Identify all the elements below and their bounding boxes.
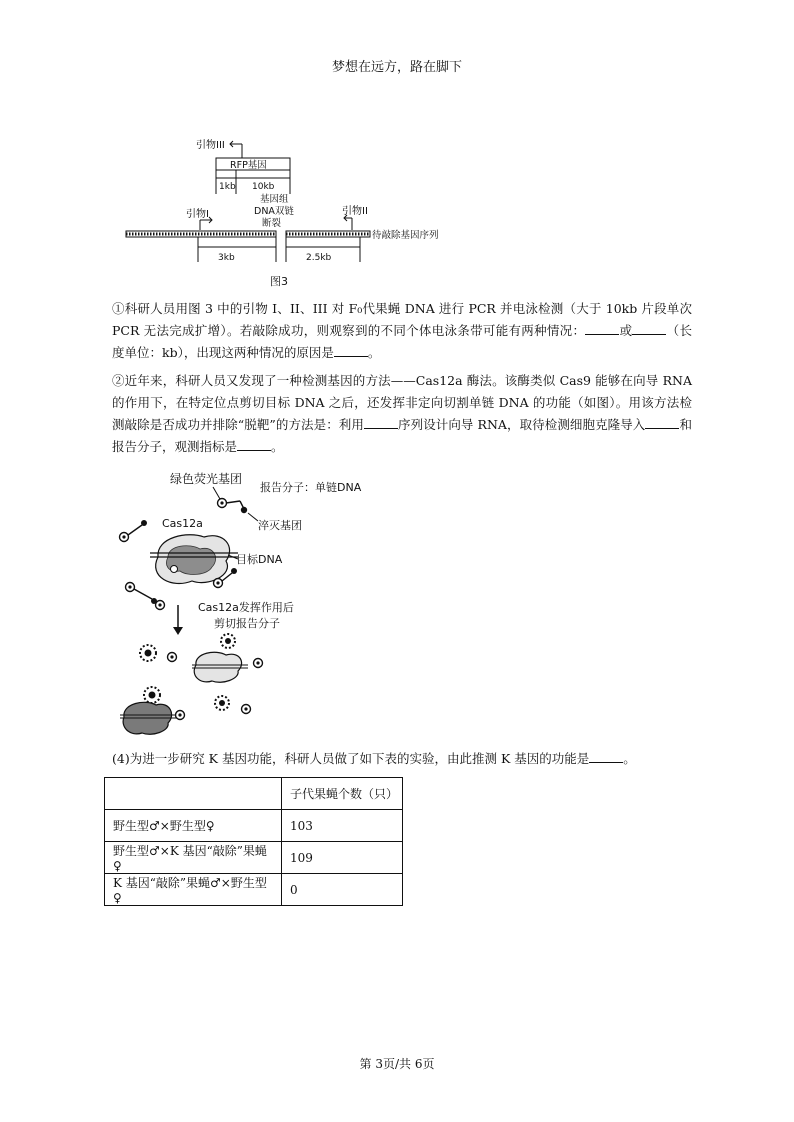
- answer-blank[interactable]: [334, 344, 368, 357]
- answer-blank[interactable]: [645, 416, 679, 429]
- target-sequence-label: 待敲除基因序列: [372, 230, 439, 241]
- green-fluorescent-label: 绿色荧光基团: [170, 472, 243, 486]
- cleaved-quencher: [254, 659, 263, 668]
- question-paragraph-2: ②近年来，科研人员又发现了一种检测基因的方法——Cas12a 酶法。该酶类似 Cas9 能够在向导 RNA 的作用下，在特定位点剪切目标 DNA 之后，还发挥非定向切割单链 DNA 的功能（如图）。用该方法检测敲除是否成功并排除“脱靶”的方法是：利用 序列设计向导 RNA，取待检测细胞克隆导入 和报告分子，观测指标是 。: [112, 373, 692, 454]
- reporter-molecule: [120, 520, 148, 542]
- break-label-1: 基因组: [260, 194, 289, 205]
- question-paragraph-4: (4)为进一步研究 K 基因功能，科研人员做了如下表的实验，由此推测 K 基因的功能是 。: [112, 751, 636, 766]
- reporter-molecule: [126, 583, 158, 605]
- len-3kb: 3kb: [218, 253, 235, 263]
- cas12a-complex: [120, 702, 178, 734]
- rfp-gene-label: RFP基因: [230, 160, 267, 171]
- len-2-5kb: 2.5kb: [306, 253, 332, 263]
- table-cell: 野生型♂×K 基因“敲除”果蝇♀: [105, 842, 282, 874]
- answer-blank[interactable]: [237, 438, 271, 451]
- cleaved-quencher: [242, 705, 251, 714]
- cleaved-fluorophore: [140, 645, 156, 661]
- table-header-cell: [105, 778, 282, 810]
- table-cell: K 基因“敲除”果蝇♂×野生型♀: [105, 874, 282, 906]
- cleaved-fluorophore: [144, 687, 160, 703]
- table-row: [105, 842, 403, 874]
- table-row: [105, 810, 403, 842]
- answer-blank[interactable]: [589, 750, 623, 763]
- table-row: [105, 874, 403, 906]
- table-header-cell: 子代果蝇个数（只）: [282, 778, 403, 810]
- table-cell: 109: [282, 842, 403, 874]
- target-dna-label: 目标DNA: [236, 553, 283, 566]
- table-cell: 0: [282, 874, 403, 906]
- page-footer: 第 3页/共 6页: [359, 1057, 435, 1071]
- answer-blank[interactable]: [585, 322, 619, 335]
- after-label-2: 剪切报告分子: [214, 617, 280, 630]
- reporter-label: 报告分子：单链DNA: [260, 481, 362, 494]
- len-1kb: 1kb: [219, 182, 236, 192]
- quencher-label: 淬灭基团: [258, 519, 302, 532]
- table-header-row: [105, 778, 403, 810]
- primer1-label: 引物I: [186, 209, 209, 220]
- answer-blank[interactable]: [632, 322, 666, 335]
- cleaved-fluorophore: [221, 634, 235, 648]
- cas12a-complex: [192, 652, 248, 682]
- len-10kb: 10kb: [252, 182, 275, 192]
- genome-dna-left: [126, 231, 276, 237]
- cleaved-quencher: [176, 711, 185, 720]
- table-cell: 103: [282, 810, 403, 842]
- cleaved-quencher: [168, 653, 177, 662]
- cas12a-diagram: [108, 465, 408, 750]
- cleaved-fluorophore: [215, 696, 229, 710]
- figure-3-diagram: [120, 130, 480, 300]
- experiment-table: [104, 777, 403, 906]
- break-label-2: DNA双链: [254, 206, 294, 217]
- cas12a-label: Cas12a: [162, 517, 203, 530]
- genome-dna-right: [286, 231, 370, 237]
- cas12a-complex: [150, 535, 238, 584]
- primer3-label: 引物III: [196, 140, 225, 151]
- figure3-caption: 图3: [270, 275, 288, 288]
- question-paragraph-1: ①科研人员用图 3 中的引物 I、II、III 对 F₀代果蝇 DNA 进行 PCR 并电泳检测（大于 10kb 片段单次 PCR 无法完成扩增）。若敲除成功，则观察到的不同个体电泳条带可能有两种情况： 或 （长度单位：kb），出现这两种情况的原因是 。: [112, 301, 692, 360]
- primer2-label: 引物II: [342, 206, 368, 217]
- reporter-molecule: [218, 499, 248, 514]
- page-header: 梦想在远方，路在脚下: [331, 60, 462, 75]
- answer-blank[interactable]: [364, 416, 398, 429]
- table-cell: 野生型♂×野生型♀: [105, 810, 282, 842]
- break-label-3: 断裂: [262, 218, 282, 229]
- reporter-molecule: [156, 601, 165, 610]
- after-label-1: Cas12a发挥作用后: [198, 601, 294, 614]
